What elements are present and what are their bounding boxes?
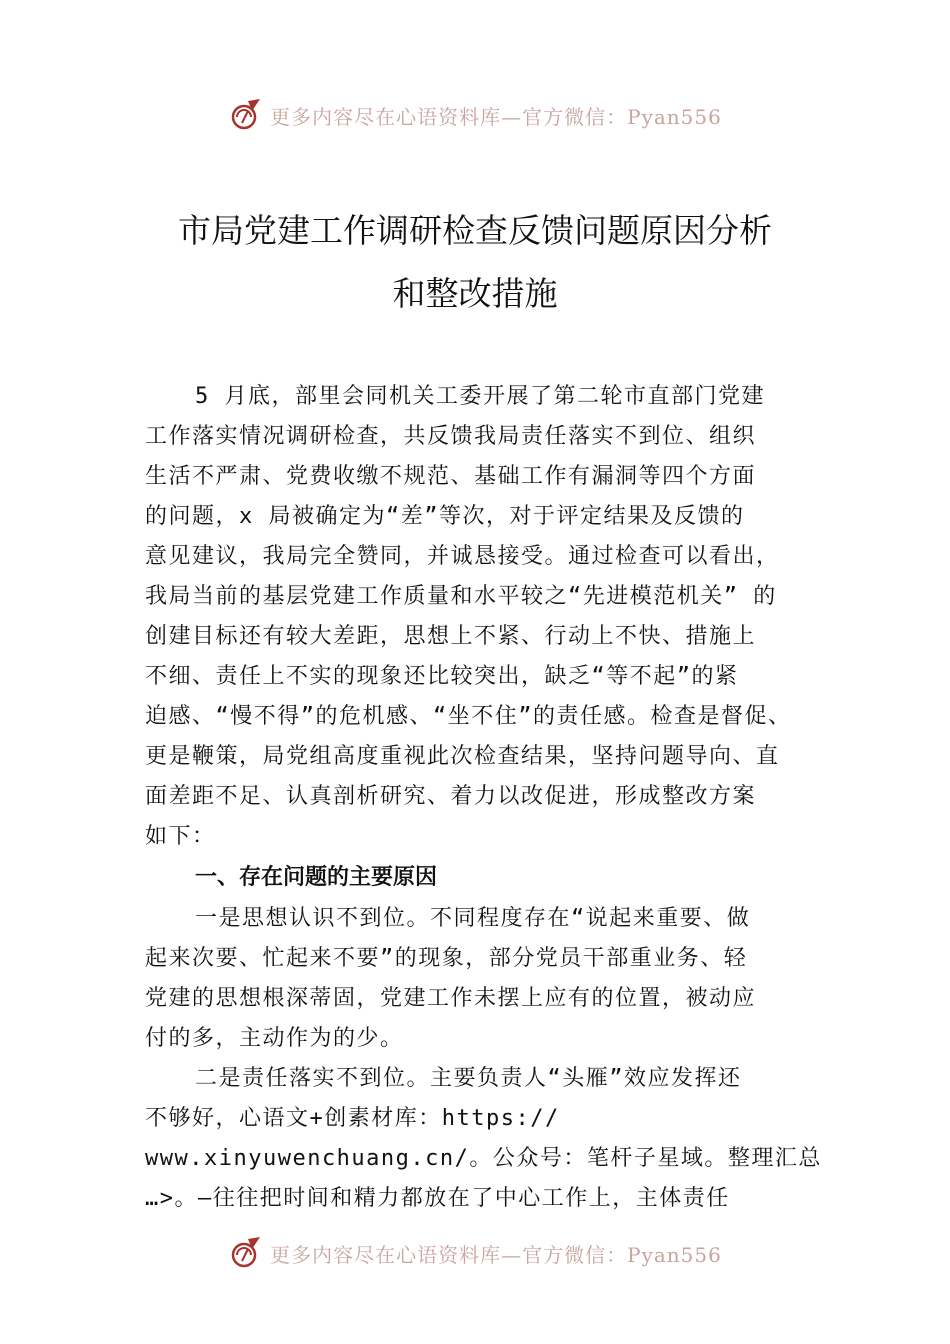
paragraph-line: 不够好，心语文+创素材库：https:// xyxy=(145,1106,560,1131)
paragraph-line: 更是鞭策，局党组高度重视此次检查结果，坚持问题导向、直 xyxy=(145,744,780,769)
paragraph-line: 5 月底，部里会同机关工委开展了第二轮市直部门党建 xyxy=(195,384,765,409)
footer-watermark xyxy=(0,1233,950,1273)
paragraph-line: 生活不严肃、党费收缴不规范、基础工作有漏洞等四个方面 xyxy=(145,464,757,489)
pen-logo-icon xyxy=(228,1235,264,1271)
paragraph-line: 工作落实情况调研检查，共反馈我局责任落实不到位、组织 xyxy=(145,424,757,449)
document-title-line-1: 市局党建工作调研检查反馈问题原因分析 xyxy=(178,211,772,250)
document-body xyxy=(145,377,845,1219)
header-watermark xyxy=(0,95,950,135)
paragraph-line: 不细、责任上不实的现象还比较突出，缺乏“等不起”的紧 xyxy=(145,664,739,689)
paragraph-line: 迫感、“慢不得”的危机感、“坐不住”的责任感。检查是督促、 xyxy=(145,704,792,729)
section-heading: 一、存在问题的主要原因 xyxy=(195,865,438,890)
paragraph-line: 面差距不足、认真剖析研究、着力以改促进，形成整改方案 xyxy=(145,784,757,809)
paragraph-line: 创建目标还有较大差距，思想上不紧、行动上不快、措施上 xyxy=(145,624,757,649)
paragraph-line: www.xinyuwenchuang.cn/。公众号：笔杆子星域。整理汇总 xyxy=(145,1146,822,1171)
paragraph-line: 一是思想认识不到位。不同程度存在“说起来重要、做 xyxy=(195,906,751,931)
document-title-line-2: 和整改措施 xyxy=(392,274,558,313)
watermark-text: 更多内容尽在心语资料库—官方微信：Pyan556 xyxy=(270,104,722,129)
paragraph-line: 如下： xyxy=(145,824,216,849)
paragraph-line: 二是责任落实不到位。主要负责人“头雁”效应发挥还 xyxy=(195,1066,742,1091)
watermark-text: 更多内容尽在心语资料库—官方微信：Pyan556 xyxy=(270,1242,722,1267)
paragraph-line: 起来次要、忙起来不要”的现象，部分党员干部重业务、轻 xyxy=(145,946,748,971)
paragraph-line: 我局当前的基层党建工作质量和水平较之“先进模范机关” 的 xyxy=(145,584,777,609)
paragraph-line: 付的多，主动作为的少。 xyxy=(145,1026,404,1051)
paragraph-line: …>。—往往把时间和精力都放在了中心工作上，主体责任 xyxy=(145,1186,730,1211)
paragraph-line: 的问题，x 局被确定为“差”等次，对于评定结果及反馈的 xyxy=(145,504,745,529)
paragraph-line: 党建的思想根深蒂固，党建工作未摆上应有的位置，被动应 xyxy=(145,986,757,1011)
paragraph-line: 意见建议，我局完全赞同，并诚恳接受。通过检查可以看出， xyxy=(145,544,780,569)
pen-logo-icon xyxy=(228,97,264,133)
